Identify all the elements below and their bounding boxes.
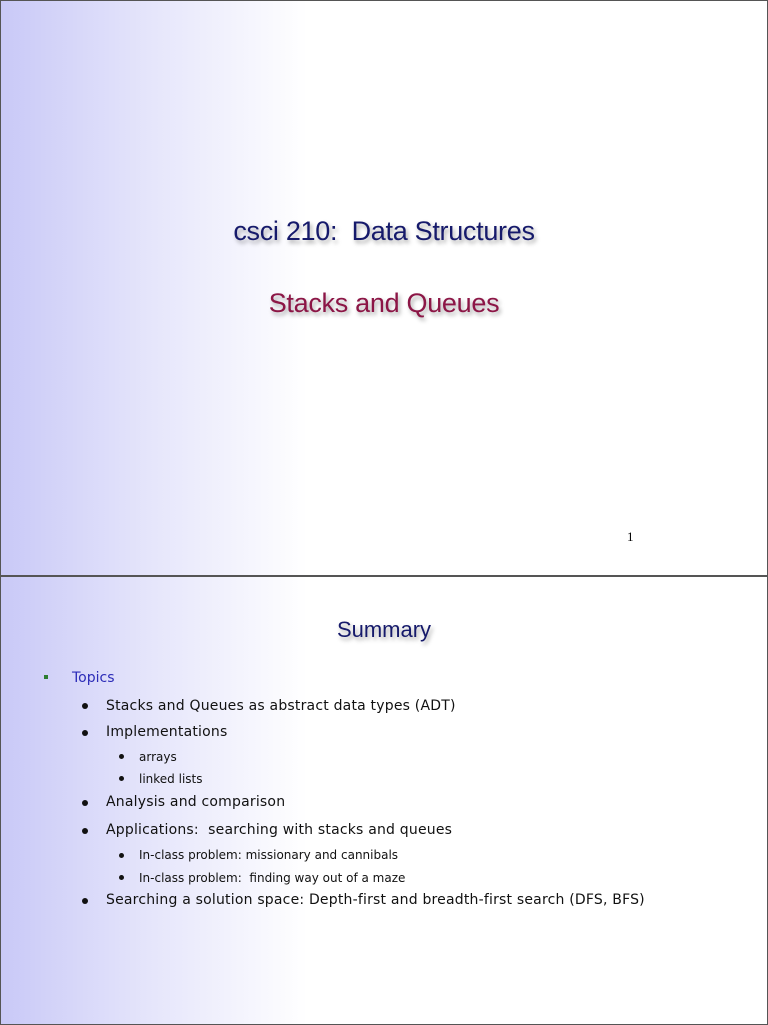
sub-list-item: In-class problem: finding way out of a maze [139, 871, 406, 885]
list-item: Analysis and comparison [106, 794, 286, 810]
bullet-icon [82, 898, 88, 904]
sub-list-item: linked lists [139, 772, 203, 786]
page-number: 1 [627, 529, 634, 544]
slide-subtitle: Stacks and Queues [268, 288, 500, 318]
slide-2 [0, 576, 768, 1025]
bullet-icon [119, 875, 124, 880]
bullet-icon [82, 703, 88, 709]
list-item: Searching a solution space: Depth-first and breadth-first search (DFS, BFS) [106, 892, 645, 908]
sub-list-item: In-class problem: missionary and cannibals [139, 848, 399, 862]
bullet-icon [82, 800, 88, 806]
slide-title: csci 210: Data Structures [233, 216, 535, 246]
list-item: Stacks and Queues as abstract data types (ADT) [106, 698, 456, 714]
bullet-icon [119, 853, 124, 858]
bullet-icon [82, 828, 88, 834]
bullet-icon [119, 776, 124, 781]
bullet-icon [119, 754, 124, 759]
sub-list-item: arrays [139, 750, 177, 764]
list-item: Applications: searching with stacks and queues [106, 822, 453, 838]
square-bullet-icon [44, 675, 48, 679]
topics-heading: Topics [72, 670, 115, 686]
list-item: Implementations [106, 724, 228, 740]
summary-title: Summary [336, 617, 432, 642]
bullet-icon [82, 730, 88, 736]
